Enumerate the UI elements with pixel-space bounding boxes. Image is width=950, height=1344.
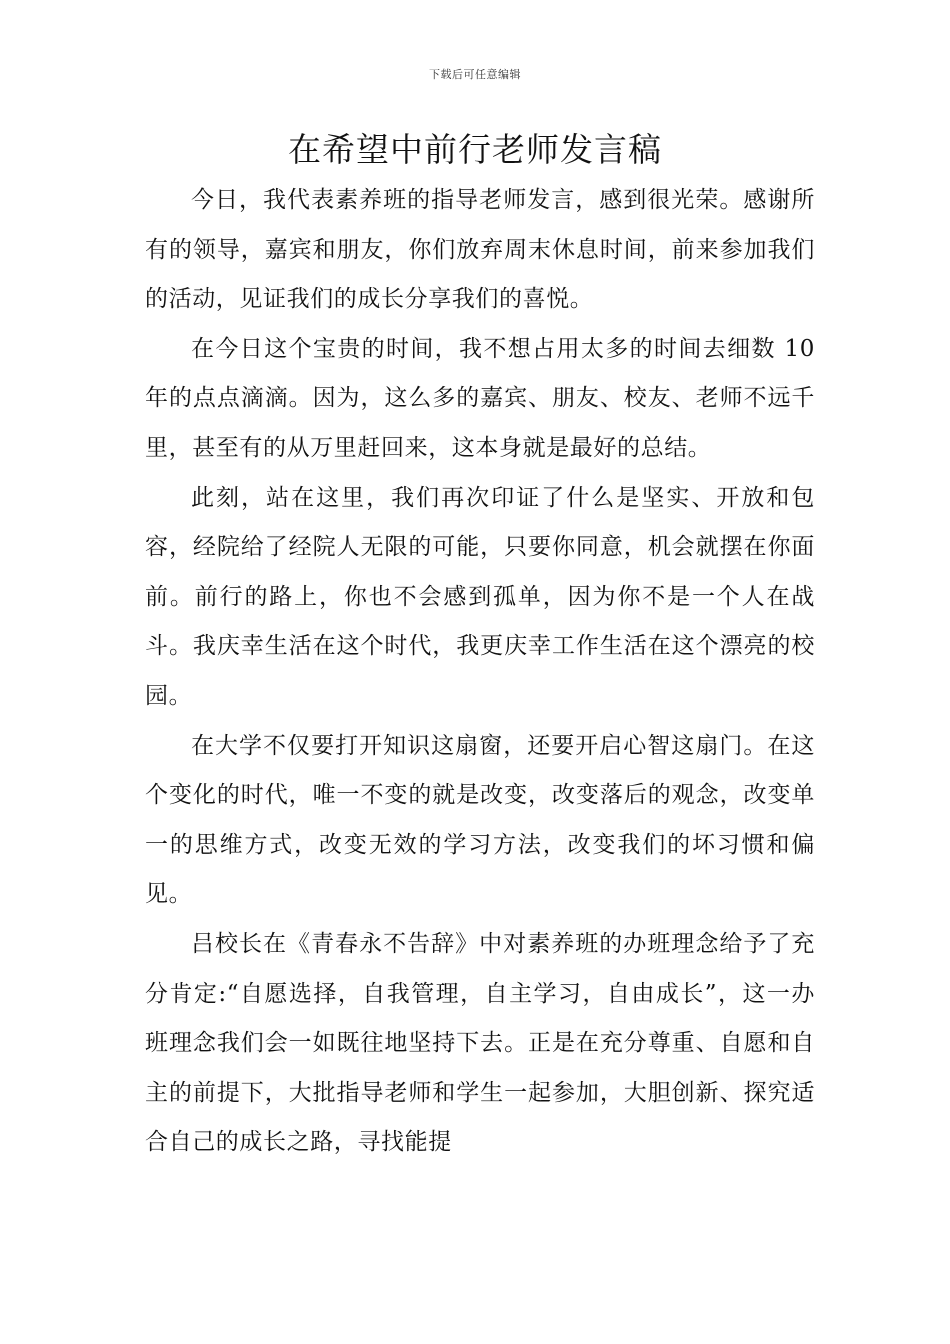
paragraph-2: 在今日这个宝贵的时间，我不想占用太多的时间去细数 10 年的点点滴滴。因为，这么多的嘉宾、朋友、校友、老师不远千里，甚至有的从万里赶回来，这本身就是最好的总结。: [145, 335, 815, 461]
paragraph-3: 此刻，站在这里，我们再次印证了什么是坚实、开放和包容，经院给了经院人无限的可能，只要你同意，机会就摆在你面前。前行的路上，你也不会感到孤单，因为你不是一个人在战斗。我庆幸生活在这个时代，我更庆幸工作生活在这个漂亮的校园。: [145, 484, 815, 709]
header-note: 下载后可任意编辑: [429, 68, 521, 81]
document-title: 在希望中前行老师发言稿: [288, 130, 662, 169]
document-body: [145, 176, 815, 1168]
paragraph-4: 在大学不仅要打开知识这扇窗，还要开启心智这扇门。在这个变化的时代，唯一不变的就是改变，改变落后的观念，改变单一的思维方式，改变无效的学习方法，改变我们的坏习惯和偏见。: [145, 732, 815, 908]
paragraph-5: 吕校长在《青春永不告辞》中对素养班的办班理念给予了充分肯定:“自愿选择，自我管理，自主学习，自由成长”，这一办班理念我们会一如既往地坚持下去。正是在充分尊重、自愿和自主的前提下，大批指导老师和学生一起参加，大胆创新、探究适合自己的成长之路，寻找能提: [145, 930, 815, 1156]
paragraph-1: 今日，我代表素养班的指导老师发言，感到很光荣。感谢所有的领导，嘉宾和朋友，你们放弃周末休息时间，前来参加我们的活动，见证我们的成长分享我们的喜悦。: [145, 187, 815, 313]
